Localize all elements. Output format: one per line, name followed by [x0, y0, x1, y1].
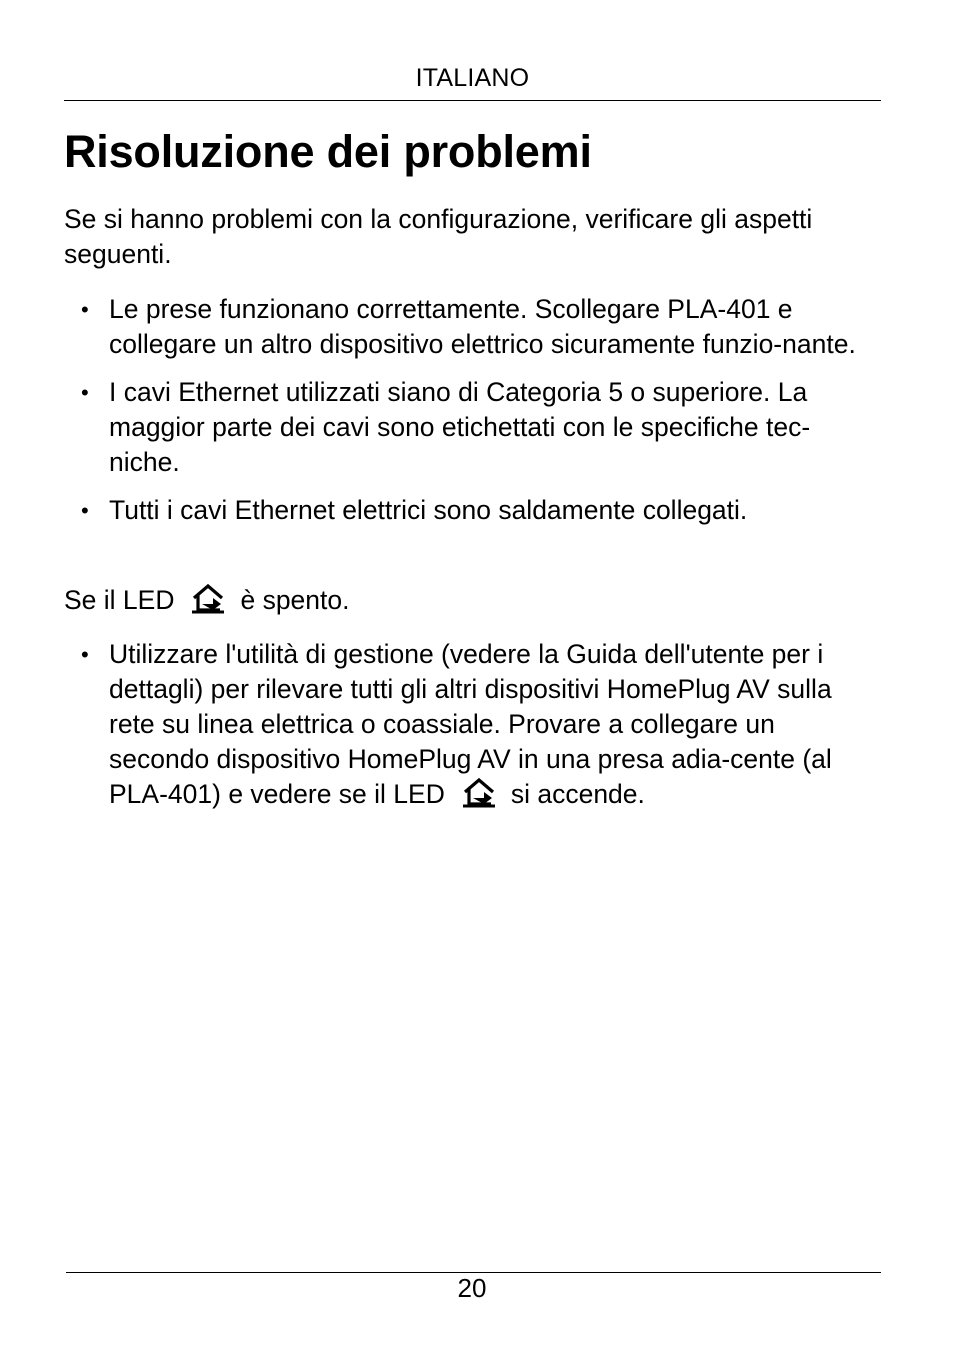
- list-item: [0, 493, 879, 528]
- list-item: [0, 375, 879, 480]
- list-item: [0, 292, 879, 362]
- bullet-icon: •: [81, 380, 89, 405]
- checks-list: [0, 292, 954, 528]
- led-steps-list: [0, 637, 954, 812]
- list-item-text: I cavi Ethernet utilizzati siano di Categoria 5 o superiore. La maggior parte dei cavi sono etichettati con le specifiche tec-niche.: [109, 377, 811, 477]
- bullet-icon: •: [81, 297, 89, 322]
- intro-paragraph: Se si hanno problemi con la configurazione, verificare gli aspetti seguenti.: [64, 204, 813, 269]
- list-item-text: Utilizzare l'utilità di gestione (vedere la Guida dell'utente per i dettagli) per rilevare tutti gli altri dispositivi HomePlug AV sulla rete su linea elettrica o coassiale. Provare a collegare un secondo dispositivo HomePlug AV in una presa adia-cente (al PLA-401) e vedere se il LED: [109, 639, 832, 809]
- list-item-text: Tutti i cavi Ethernet elettrici sono saldamente collegati.: [109, 495, 748, 525]
- list-item-text: Le prese funzionano correttamente. Scollegare PLA-401 e collegare un altro dispositivo elettrico sicuramente funzio-nante.: [109, 294, 856, 359]
- led-sentence-before: Se il LED: [64, 585, 175, 615]
- section-title: Risoluzione dei problemi: [64, 126, 592, 177]
- list-item: [0, 637, 879, 812]
- led-sentence-after: è spento.: [240, 585, 350, 615]
- bullet-icon: •: [81, 498, 89, 523]
- bullet-icon: •: [81, 642, 89, 667]
- led-off-paragraph: [64, 583, 884, 618]
- language-label: ITALIANO: [415, 64, 530, 92]
- page-header: [64, 62, 881, 101]
- homeplug-led-icon: [461, 777, 497, 809]
- page-number: 20: [457, 1273, 487, 1303]
- homeplug-led-icon: [190, 583, 226, 615]
- list-item-text-end: si accende.: [510, 779, 645, 809]
